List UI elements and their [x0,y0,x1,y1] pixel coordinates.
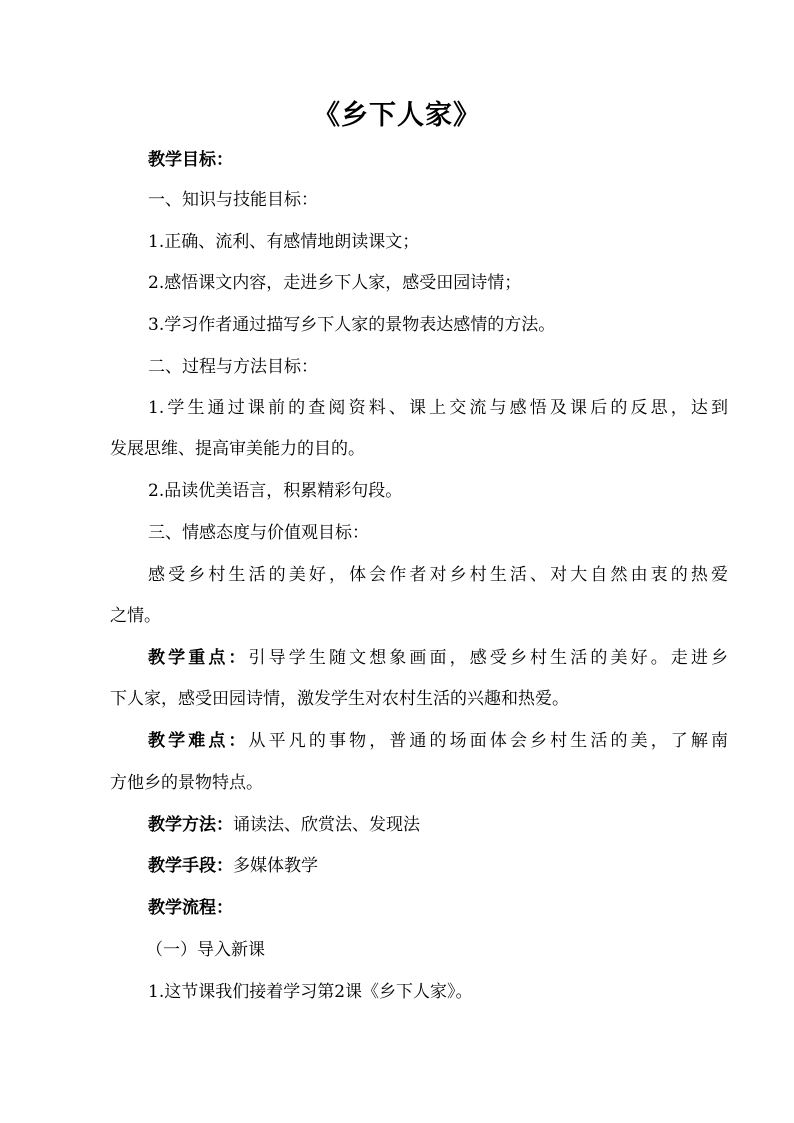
step1-heading: （一）导入新课 [146,940,265,960]
section3-heading: 三、情感态度与价值观目标： [148,523,369,543]
section1-item-2: 2.感悟课文内容，走进乡下人家，感受田园诗情； [148,273,522,293]
section1-item-1: 1.正确、流利、有感情地朗读课文； [148,232,420,252]
difficulty-label: 教学难点： [148,731,249,751]
method-value: 诵读法、欣赏法、发现法 [233,815,420,835]
method-label: 教学方法： [148,815,233,835]
means-value: 多媒体教学 [233,856,318,876]
section2-heading: 二、过程与方法目标： [148,357,318,377]
section2-item-1-line2: 发展思维、提高审美能力的目的。 [110,439,365,459]
method-line [110,813,728,837]
section2-item-2: 2.品读优美语言，积累精彩句段。 [148,481,403,501]
difficulty-line2: 方他乡的景物特点。 [110,773,263,793]
step1-item-1: 1.这节课我们接着学习第2课《乡下人家》。 [148,982,473,1002]
section1-item-3: 3.学习作者通过描写乡下人家的景物表达感情的方法。 [148,315,556,335]
key-point-line1 [110,646,728,670]
section2-item-1-line1: 1.学生通过课前的查阅资料、课上交流与感悟及课后的反思，达到 [148,398,728,418]
difficulty-text: 从平凡的事物，普通的场面体会乡村生活的美，了解南 [248,731,729,751]
key-point-text: 引导学生随文想象画面，感受乡村生活的美好。走进乡 [248,648,729,668]
section1-heading: 一、知识与技能目标： [148,190,318,210]
means-line [110,854,728,878]
section3-text-line1: 感受乡村生活的美好，体会作者对乡村生活、对大自然由衷的热爱 [148,565,728,585]
means-label: 教学手段： [148,856,233,876]
difficulty-line1 [110,729,728,753]
document-title: 《乡下人家》 [313,100,481,131]
section3-text-line2: 之情。 [110,606,161,626]
objectives-heading: 教学目标： [148,150,233,170]
process-heading: 教学流程： [148,898,233,918]
key-point-label: 教学重点： [148,648,249,668]
key-point-line2: 下人家，感受田园诗情，激发学生对农村生活的兴趣和热爱。 [110,689,569,709]
